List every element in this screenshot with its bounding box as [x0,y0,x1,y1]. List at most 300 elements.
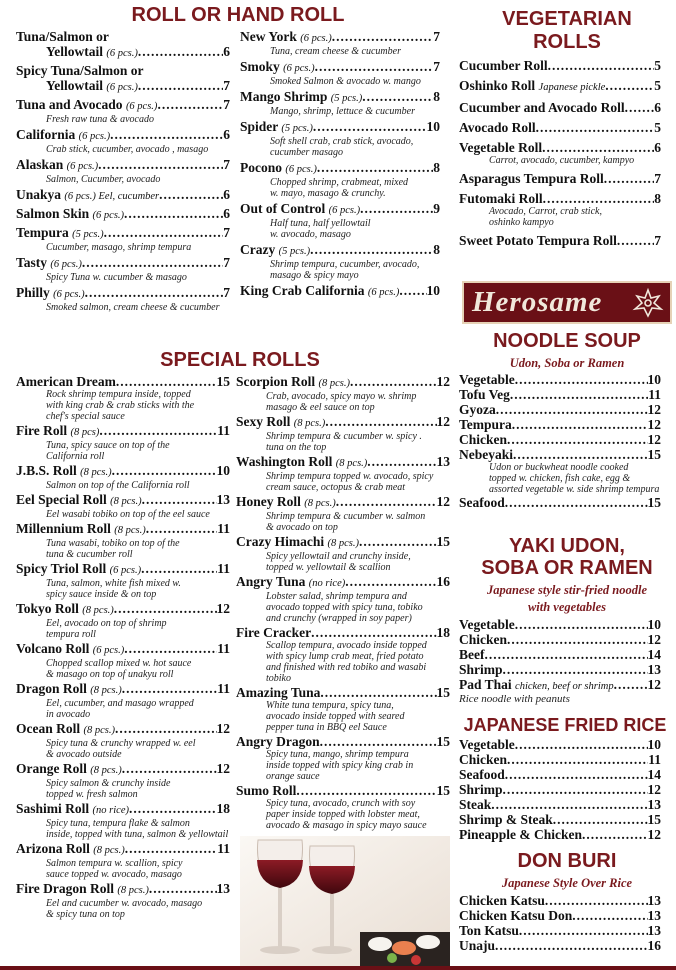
rice-section-title: JAPANESE FRIED RICE [463,715,667,735]
item-name [236,454,367,471]
menu-item [236,454,450,471]
item-size: (6 pcs.) [109,565,142,576]
item-description: and crunchy (wrapped in soy paper) [266,613,412,624]
menu-item [16,681,230,698]
item-name [459,752,507,767]
dot-leader [545,893,648,908]
menu-item [240,160,440,177]
item-price: 13 [647,662,661,677]
menu-item [236,414,450,431]
item-price: 12 [647,827,661,842]
item-name-text: Steak [459,797,492,812]
menu-item [459,372,661,387]
roll-list-right [240,29,440,302]
item-description: Smoked Salmon & avocado w. mango [270,76,421,87]
dot-leader [572,908,647,923]
item-name [240,59,315,76]
menu-item [16,761,230,778]
item-name [459,402,496,417]
item-description: Rock shrimp tempura inside, topped [46,389,191,400]
item-name [459,782,503,797]
item-price: 7 [223,97,230,112]
item-name [16,225,104,242]
item-description: masago & eel sauce on top [266,402,375,413]
item-description: & spicy tuna on top [46,909,125,920]
dot-leader [543,191,655,206]
dot-leader [503,782,648,797]
item-name-text: Smoky [240,59,280,74]
item-description: tuna & cucumber roll [46,549,133,560]
dot-leader [625,100,655,115]
menu-item [16,881,230,898]
item-price: 18 [436,625,450,640]
item-description: masago & spicy mayo [270,270,359,281]
menu-item [459,812,661,827]
item-name-text: Salmon Skin [16,206,90,221]
item-size: chicken, beef or shrimp [515,681,614,692]
menu-item [236,494,450,511]
item-description: Half tuna, half yellowtail [270,218,371,229]
item-description: & avocado on top [266,522,338,533]
menu-item [459,617,661,632]
item-name [16,285,85,302]
item-price: 12 [647,632,661,647]
dot-leader [512,417,648,432]
dot-leader [505,767,648,782]
menu-item [16,374,230,389]
noodle-section-title: NOODLE SOUP [493,330,641,352]
dot-leader [85,285,224,300]
item-description: topped w. yellowtail & scallion [266,562,391,573]
item-name [459,100,625,115]
dot-leader [149,881,217,896]
item-description: Eel, avocado on top of shrimp [46,618,167,629]
item-name-text: Ton Katsu [459,923,519,938]
item-name [236,783,296,798]
menu-item [459,752,661,767]
dot-leader [553,812,648,827]
dot-leader [325,414,436,429]
item-price: 10 [647,617,661,632]
item-name [459,233,617,248]
item-size: (8 pcs.) [90,685,122,696]
menu-item [16,561,230,578]
item-description: Udon or buckwheat noodle cooked [489,462,629,473]
item-name-text: Sexy Roll [236,414,291,429]
item-description: Scallop tempura, avocado inside topped [266,640,427,651]
item-description: Spicy yellowtail and crunchy inside, [266,551,411,562]
yaki-subtitle-line2: with vegetables [527,600,607,614]
item-name [459,893,545,908]
dot-leader [605,78,654,93]
menu-item [16,225,230,242]
menu-item [459,140,661,155]
item-name-text: Alaskan [16,157,64,172]
item-description: Avocado, Carrot, crab stick, [489,206,602,217]
item-name-text: Gyoza [459,402,496,417]
item-name [459,140,542,155]
item-description: White tuna tempura, spicy tuna, [266,700,394,711]
menu-item [459,827,661,842]
item-price: 12 [436,494,450,509]
donburi-list [459,893,661,953]
item-description: Spicy tuna, tempura flake & salmon [46,818,190,829]
item-name-text: Pad Thai [459,677,512,692]
item-description: Soft shell crab, crab stick, avocado, [270,136,414,147]
item-price: 6 [223,127,230,142]
item-size: (8 pcs.) [304,498,336,509]
menu-item [459,120,661,135]
special-list-right [236,374,450,832]
dot-leader [510,387,648,402]
menu-item [459,923,661,938]
item-size: (6 pcs.) [125,101,158,112]
item-price: 11 [648,752,661,767]
menu-item [236,734,450,749]
item-price: 11 [217,681,230,696]
dot-leader [345,574,436,589]
item-name-text: Nebeyaki [459,447,513,462]
item-description: Tuna, cream cheese & cucumber [270,46,401,57]
item-description: Spicy Tuna w. cucumber & masago [46,272,187,283]
item-price: 7 [433,29,440,44]
item-name-text: Chicken [459,632,508,647]
item-name: Tuna/Salmon or [16,29,109,44]
item-name [459,372,515,387]
item-name-text: Spicy Triol Roll [16,561,107,576]
item-name [459,387,510,402]
menu-item [459,647,661,662]
dot-leader [142,492,217,507]
item-name-text: Tofu Veg [459,387,510,402]
item-name-text: Sashimi Roll [16,801,90,816]
yaki-title-line2: SOBA OR RAMEN [481,557,653,579]
item-name-text: Shrimp [459,782,503,797]
item-name [46,78,138,95]
item-size: (8 pcs.) [90,765,122,776]
item-name [459,827,582,842]
item-size: (6 pcs.) [50,259,82,270]
item-name-text: Tuna and Avocado [16,97,123,112]
item-price: 12 [647,402,661,417]
item-price: 8 [433,160,440,175]
item-price: 15 [216,374,230,389]
item-name-text: Seafood [459,495,505,510]
item-name-text: Tempura [16,225,69,240]
item-size: (5 pcs.) [281,123,313,134]
item-name-text: Vegetable Roll [459,140,543,155]
item-price: 12 [216,601,230,616]
item-name [16,521,146,538]
dot-leader [122,761,217,776]
item-name [459,662,503,677]
menu-item [459,495,661,510]
item-description: orange sauce [266,771,320,782]
item-description: & masago on top of unakyu roll [46,669,174,680]
noodle-list [459,372,661,510]
item-size: (5 pcs.) [72,229,104,240]
item-description: tempura roll [46,629,96,640]
item-name-text: J.B.S. Roll [16,463,77,478]
item-price: 13 [216,492,230,507]
dot-leader [359,534,437,549]
menu-item [240,89,440,106]
item-size: (8 pcs.) [110,496,142,507]
item-description: Tuna, salmon, white fish mixed w. [46,578,181,589]
dot-leader [515,737,648,752]
item-name-text: Shrimp [459,662,503,677]
item-description: spicy sauce inside & on top [46,589,157,600]
item-size: (8 pcs.) [335,458,368,469]
item-name [459,58,548,73]
item-name-text: Oshinko Roll [459,78,536,93]
item-name-text: Washington Roll [236,454,333,469]
item-name-text: Arizona Roll [16,841,90,856]
item-price: 12 [436,374,450,389]
item-description: Eel wasabi tobiko on top of the eel sauce [46,509,210,520]
item-name [240,242,310,259]
bottom-bar [0,966,676,970]
dot-leader [496,402,648,417]
item-price: 5 [654,120,661,135]
item-size: (6 pcs.) [78,131,111,142]
dot-leader [503,662,648,677]
item-price: 12 [216,761,230,776]
item-price: 11 [217,641,230,656]
item-name [16,721,115,738]
item-description: avocado inside topped with seared [266,711,405,722]
item-price: 15 [436,685,450,700]
item-price: 5 [654,58,661,73]
dot-leader [122,681,217,696]
item-price: 7 [654,171,661,186]
item-name [459,417,512,432]
roll-list-left [16,29,230,315]
spacer [240,300,440,302]
menu-item-name-line1 [16,29,230,44]
yaki-section-title [462,535,672,579]
item-price: 13 [216,881,230,896]
item-name [16,561,141,578]
item-description: Spicy salmon & crunchy inside [46,778,171,789]
item-size: (6 pcs.) [367,287,400,298]
dot-leader [515,372,648,387]
menu-item [240,119,440,136]
item-price: 7 [433,59,440,74]
item-name [236,374,350,391]
item-name-text: Yellowtail [46,78,103,93]
dot-leader [129,801,217,816]
menu-item [236,574,450,591]
item-description: Mango, shrimp, lettuce & cucumber [270,106,415,117]
item-description: Chopped shrimp, crabmeat, mixed [270,177,409,188]
item-name-text: Dragon Roll [16,681,87,696]
item-description: Chopped scallop mixed w. hot sauce [46,658,192,669]
item-price: 15 [436,783,450,798]
item-name-text: Vegetable [459,617,515,632]
menu-item [459,171,661,186]
item-price: 7 [223,157,230,172]
item-name-text: Pocono [240,160,282,175]
menu-item [459,908,661,923]
dot-leader [548,58,655,73]
item-name [236,625,311,640]
dot-leader [505,495,648,510]
menu-item [16,206,230,223]
item-description: avocado & masago in spicy mayo sauce [266,820,427,831]
dot-leader [515,617,648,632]
item-size: (8 pcs) [70,427,100,438]
item-name-text: Fire Dragon Roll [16,881,114,896]
menu-item [16,157,230,174]
menu-item [236,685,450,700]
item-price: 12 [647,432,661,447]
menu-item [459,737,661,752]
item-name-text: Chicken [459,752,508,767]
item-description: Tuna wasabi, tobiko on top of the [46,538,180,549]
item-price: 6 [654,100,661,115]
spacer [16,920,230,921]
menu-item [459,797,661,812]
item-name [459,432,507,447]
item-name [236,494,336,511]
item-name-text: Seafood [459,767,505,782]
menu-item [240,59,440,76]
item-name [240,119,313,136]
item-price: 11 [648,387,661,402]
item-name [459,617,515,632]
item-description: Spicy tuna, mango, shrimp tempura [266,749,409,760]
item-description: oshinko kampyo [489,217,554,228]
menu-item [459,632,661,647]
item-description: Shrimp tempura topped w. avocado, spicy [266,471,434,482]
dot-leader [124,206,223,221]
item-price: 10 [426,283,440,298]
item-price: 6 [223,44,230,59]
rice-list [459,737,661,842]
item-name [236,685,320,700]
item-description: and finished with red tobiko and wasabi tobiko [266,662,427,684]
item-description: Spicy tuna, avocado, crunch with soy [266,798,416,809]
dot-leader [360,201,433,216]
menu-item [236,625,450,640]
menu-item [16,255,230,272]
item-name-text: Scorpion Roll [236,374,316,389]
dot-leader [104,225,224,240]
menu-item [16,78,230,95]
item-name [16,801,129,818]
roll-section-title: ROLL OR HAND ROLL [131,4,345,26]
item-price: 13 [647,908,661,923]
dot-leader [495,938,647,953]
item-price: 16 [647,938,661,953]
item-price: 9 [433,201,440,216]
dot-leader [507,432,647,447]
item-name [16,841,125,858]
item-description: chef's special sauce [46,411,125,422]
item-name [459,495,505,510]
spacer [236,831,450,832]
item-price: 7 [223,78,230,93]
item-description: Smoked salmon, cream cheese & cucumber [46,302,220,313]
item-description: Salmon on top of the California roll [46,480,190,491]
item-size: (5 pcs.) [330,93,363,104]
dot-leader [513,447,648,462]
item-description: Cucumber, masago, shrimp tempura [46,242,192,253]
dot-leader [320,685,436,700]
dot-leader [332,29,434,44]
item-description: Tuna, spicy sauce on top of the [46,440,170,451]
menu-item [459,417,661,432]
menu-item [16,187,230,204]
menu-item [236,534,450,551]
item-size: Japanese pickle [538,82,606,93]
dot-leader [116,374,217,389]
dot-leader [82,255,223,270]
dot-leader [507,752,648,767]
menu-item [459,58,661,73]
item-description: paper inside topped with lobster meat, [266,809,420,820]
item-description: Eel and cucumber w. avocado, masago [46,898,203,909]
yaki-list [459,617,661,705]
item-name-text: Beef [459,647,485,662]
item-description: California roll [46,451,105,462]
item-size: (6 pcs.) [300,33,332,44]
item-name-text: Asparagus Tempura Roll [459,171,604,186]
item-name-text: Chicken [459,432,508,447]
item-description: Shrimp tempura & cucumber w. spicy . [266,431,422,442]
item-name [16,187,159,204]
item-name-text: Unakya [16,187,62,202]
item-price: 15 [647,495,661,510]
menu-item [459,432,661,447]
item-size: (8 pcs.) [117,885,149,896]
item-name [459,767,505,782]
menu-item [16,641,230,658]
dot-leader [519,923,648,938]
menu-item [236,783,450,798]
item-name [240,283,399,300]
item-price: 10 [647,372,661,387]
item-size: (8 pcs.) [93,845,125,856]
menu-item [16,521,230,538]
veg-list [459,58,661,253]
item-price: 15 [647,447,661,462]
item-name-text: Volcano Roll [16,641,90,656]
item-price: 7 [223,285,230,300]
menu-item [240,29,440,46]
item-name-text: Sumo Roll [236,783,297,798]
dot-leader [315,59,434,74]
item-name [459,447,513,462]
dot-leader [484,647,647,662]
menu-item [16,601,230,618]
menu-item [459,767,661,782]
dot-leader [99,423,217,438]
item-name [240,29,332,46]
item-description: & avocado outside [46,749,122,760]
item-name-text: Out of Control [240,201,326,216]
item-size: (6 pcs.) [92,210,125,221]
item-name-text: Unaju [459,938,496,953]
item-price: 16 [436,574,450,589]
item-name-text: Fire Roll [16,423,68,438]
item-price: 13 [436,454,450,469]
menu-item [459,677,661,694]
item-size: (5 pcs.) [278,246,311,257]
item-name [240,160,317,177]
menu-item [16,44,230,61]
